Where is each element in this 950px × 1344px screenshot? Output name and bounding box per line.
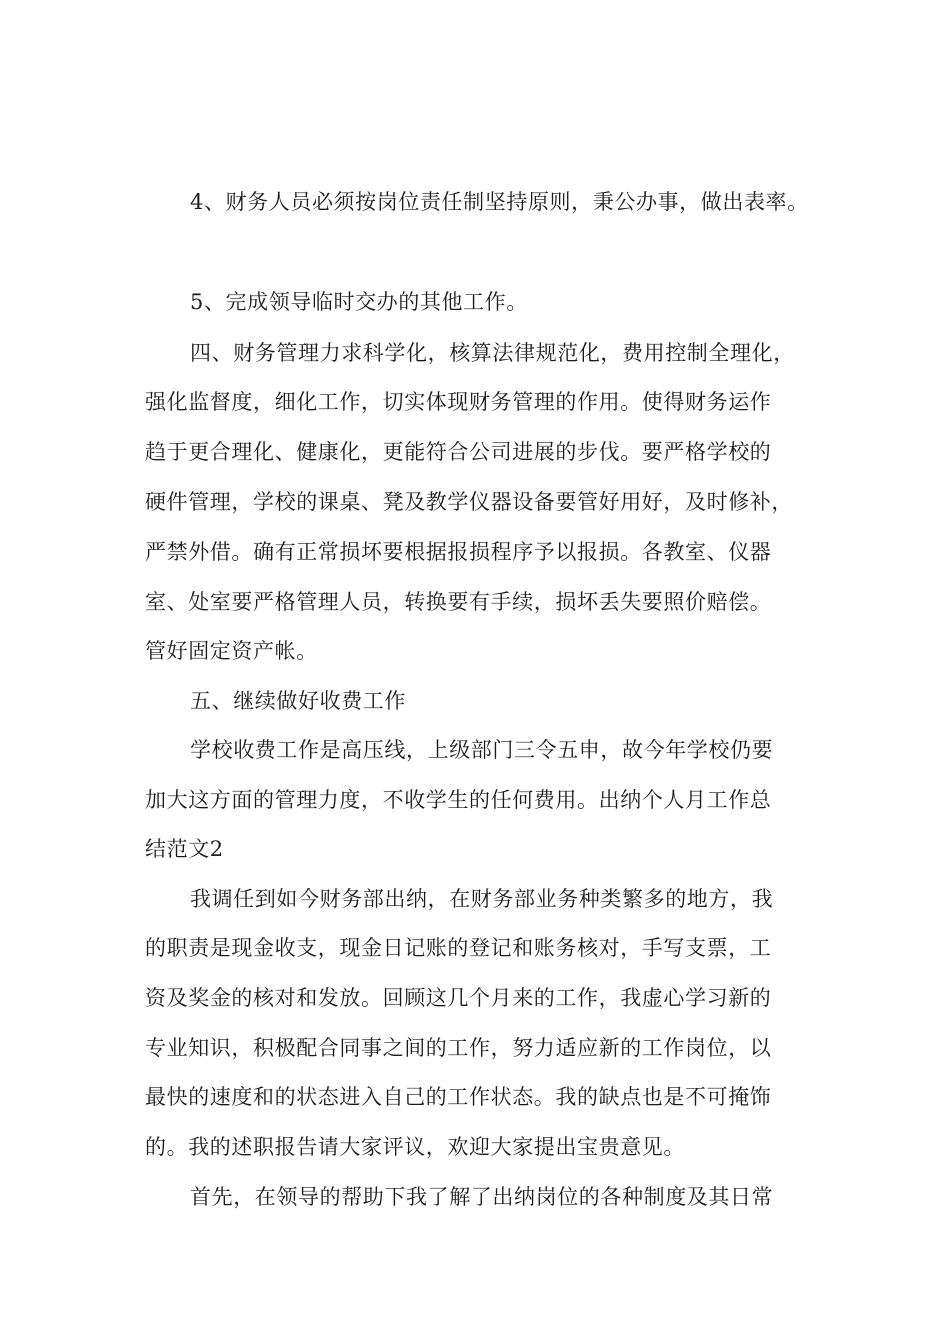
text-line-6: 硬件管理，学校的课桌、凳及教学仪器设备要管好用好，及时修补， (145, 490, 793, 514)
section-heading-5: 五、继续做好收费工作 (190, 689, 406, 713)
text-line-9: 管好固定资产帐。 (145, 639, 318, 663)
text-line-18: 最快的速度和的状态进入自己的工作状态。我的缺点也是不可掩饰 (145, 1085, 772, 1109)
text-line-17: 专业知识，积极配合同事之间的工作，努力适应新的工作岗位，以 (145, 1036, 772, 1060)
text-line-7: 严禁外借。确有正常损坏要根据报损程序予以报损。各教室、仪器 (145, 540, 772, 564)
text-line-2: 5、完成领导临时交办的其他工作。 (190, 290, 528, 314)
text-line-4: 强化监督度，细化工作，切实体现财务管理的作用。使得财务运作 (145, 390, 772, 414)
text-line-12: 加大这方面的管理力度，不收学生的任何费用。出纳个人月工作总 (145, 788, 772, 812)
text-line-15: 的职责是现金收支，现金日记账的登记和账务核对，手写支票，工 (145, 936, 772, 960)
text-line-20: 首先，在领导的帮助下我了解了出纳岗位的各种制度及其日常 (190, 1185, 774, 1209)
text-line-5: 趋于更合理化、健康化，更能符合公司进展的步伐。要严格学校的 (145, 440, 772, 464)
text-line-16: 资及奖金的核对和发放。回顾这几个月来的工作，我虚心学习新的 (145, 986, 772, 1010)
text-line-14: 我调任到如今财务部出纳，在财务部业务种类繁多的地方，我 (190, 887, 774, 911)
text-line-11: 学校收费工作是高压线，上级部门三令五申，故今年学校仍要 (190, 738, 774, 762)
section-heading-4: 四、财务管理力求科学化，核算法律规范化，费用控制全理化， (190, 341, 795, 365)
text-line-1: 4、财务人员必须按岗位责任制坚持原则，秉公办事，做出表率。 (190, 190, 809, 214)
text-line-8: 室、处室要严格管理人员，转换要有手续，损坏丢失要照价赔偿。 (145, 590, 772, 614)
text-line-19: 的。我的述职报告请大家评议，欢迎大家提出宝贵意见。 (145, 1135, 685, 1159)
text-line-13: 结范文2 (145, 837, 224, 861)
